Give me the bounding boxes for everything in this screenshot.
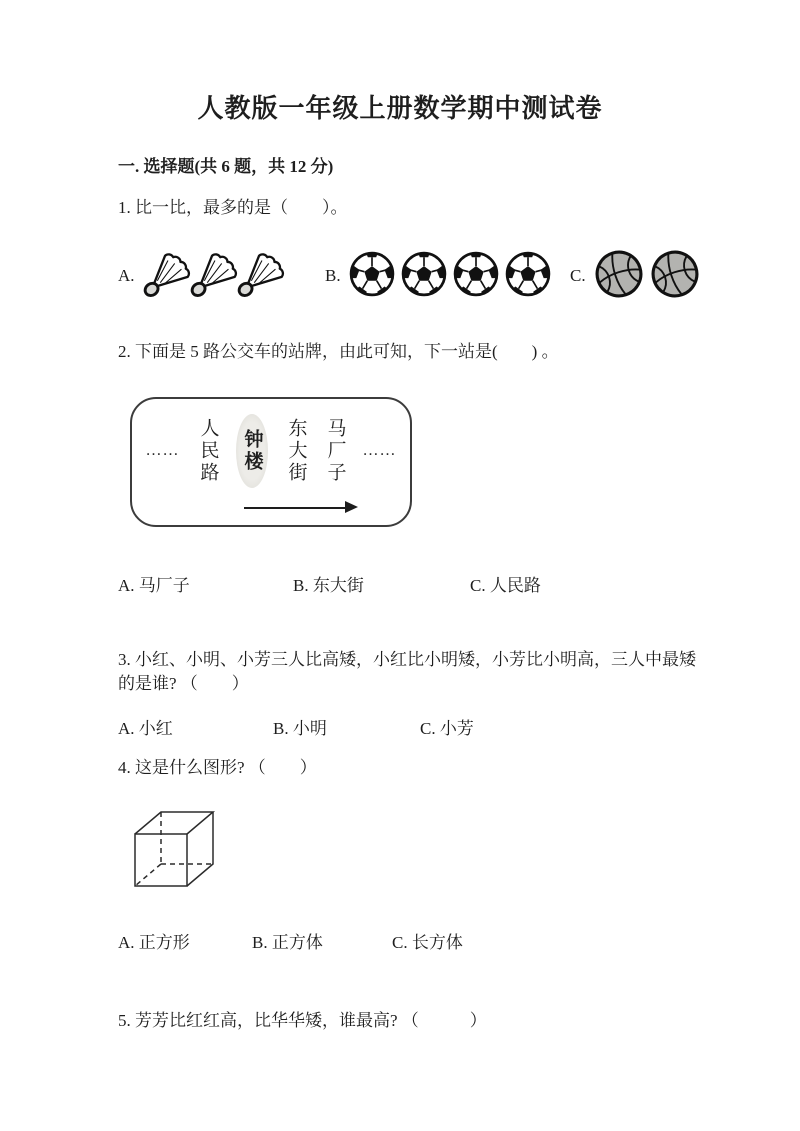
option-b-text: 正方体 [271, 933, 323, 952]
question-2-option-b [293, 571, 470, 596]
paper-content [118, 152, 708, 1033]
question-3-options-row [118, 714, 708, 739]
option-c-text: 小芳 [439, 719, 474, 738]
option-a-label: A. [118, 933, 135, 952]
question-1-option-b [325, 251, 570, 302]
station-machangzi: 马厂子 [324, 418, 346, 484]
question-3-line1: 3. 小红、小明、小芳三人比高矮，小红比小明矮，小芳比小明高，三人中最矮 [118, 650, 696, 669]
soccer-ball-icon [349, 251, 395, 297]
basketball-icon [594, 249, 644, 299]
station-zhonglou-current: 钟楼 [236, 414, 268, 488]
option-b-label: B. [273, 719, 289, 738]
option-c-label: C. [470, 576, 486, 595]
shuttlecock-icons [141, 247, 288, 306]
question-2-option-a [118, 571, 293, 596]
shuttlecock-icon [188, 247, 240, 301]
option-c-text: 人民路 [489, 576, 541, 595]
question-4-text: 4. 这是什么图形? （ ） [118, 758, 317, 777]
option-b-label: B. [325, 266, 341, 285]
option-c-label: C. [570, 266, 586, 285]
question-4-option-a [118, 928, 252, 953]
station-renminlu: 人民路 [197, 418, 219, 484]
question-1-option-a [118, 247, 325, 306]
question-3-option-a [118, 714, 273, 739]
question-2-options-row [118, 571, 708, 596]
option-a-label: A. [118, 719, 135, 738]
option-a-text: 小红 [138, 719, 173, 738]
option-b-label: B. [252, 933, 268, 952]
shuttlecock-icon [235, 247, 287, 301]
direction-arrow-icon [244, 507, 346, 510]
question-3-option-c [420, 714, 474, 739]
section-heading: 一. 选择题(共 6 题，共 12 分) [118, 157, 334, 176]
question-4-option-c [392, 928, 463, 953]
option-a-label: A. [118, 266, 135, 285]
option-c-text: 长方体 [411, 933, 463, 952]
question-1-options-row [118, 244, 708, 308]
option-a-label: A. [118, 576, 135, 595]
question-4-options-row [118, 928, 708, 953]
station-dongdajie: 东大街 [285, 418, 307, 484]
option-c-label: C. [420, 719, 436, 738]
option-b-text: 东大街 [312, 576, 364, 595]
question-4-figure [125, 804, 708, 892]
option-a-text: 正方形 [138, 933, 190, 952]
option-b-label: B. [293, 576, 309, 595]
question-2-option-c [470, 571, 541, 596]
basketball-icon [650, 249, 700, 299]
question-5-text: 5. 芳芳比红红高，比华华矮，谁最高? （ ） [118, 1011, 487, 1030]
page-title: 人教版一年级上册数学期中测试卷 [197, 94, 603, 123]
cube-icon [125, 804, 217, 892]
option-b-text: 小明 [292, 719, 327, 738]
right-continuation-dots: …… [362, 442, 397, 459]
soccer-ball-icon [453, 251, 499, 297]
option-c-label: C. [392, 933, 408, 952]
soccer-ball-icons [347, 251, 552, 302]
bus-stop-sign [130, 397, 412, 527]
basketball-icons [592, 249, 700, 304]
soccer-ball-icon [505, 251, 551, 297]
shuttlecock-icon [141, 247, 193, 301]
question-1-option-c [570, 249, 700, 304]
question-1-text: 1. 比一比，最多的是（ ）。 [118, 198, 348, 217]
question-3-line2: 的是谁? （ ） [118, 674, 249, 693]
question-3-text [118, 648, 708, 696]
soccer-ball-icon [401, 251, 447, 297]
question-3-option-b [273, 714, 420, 739]
question-2-text: 2. 下面是 5 路公交车的站牌，由此可知，下一站是( ) 。 [118, 342, 559, 361]
left-continuation-dots: …… [145, 442, 180, 459]
question-4-option-b [252, 928, 392, 953]
option-a-text: 马厂子 [138, 576, 190, 595]
